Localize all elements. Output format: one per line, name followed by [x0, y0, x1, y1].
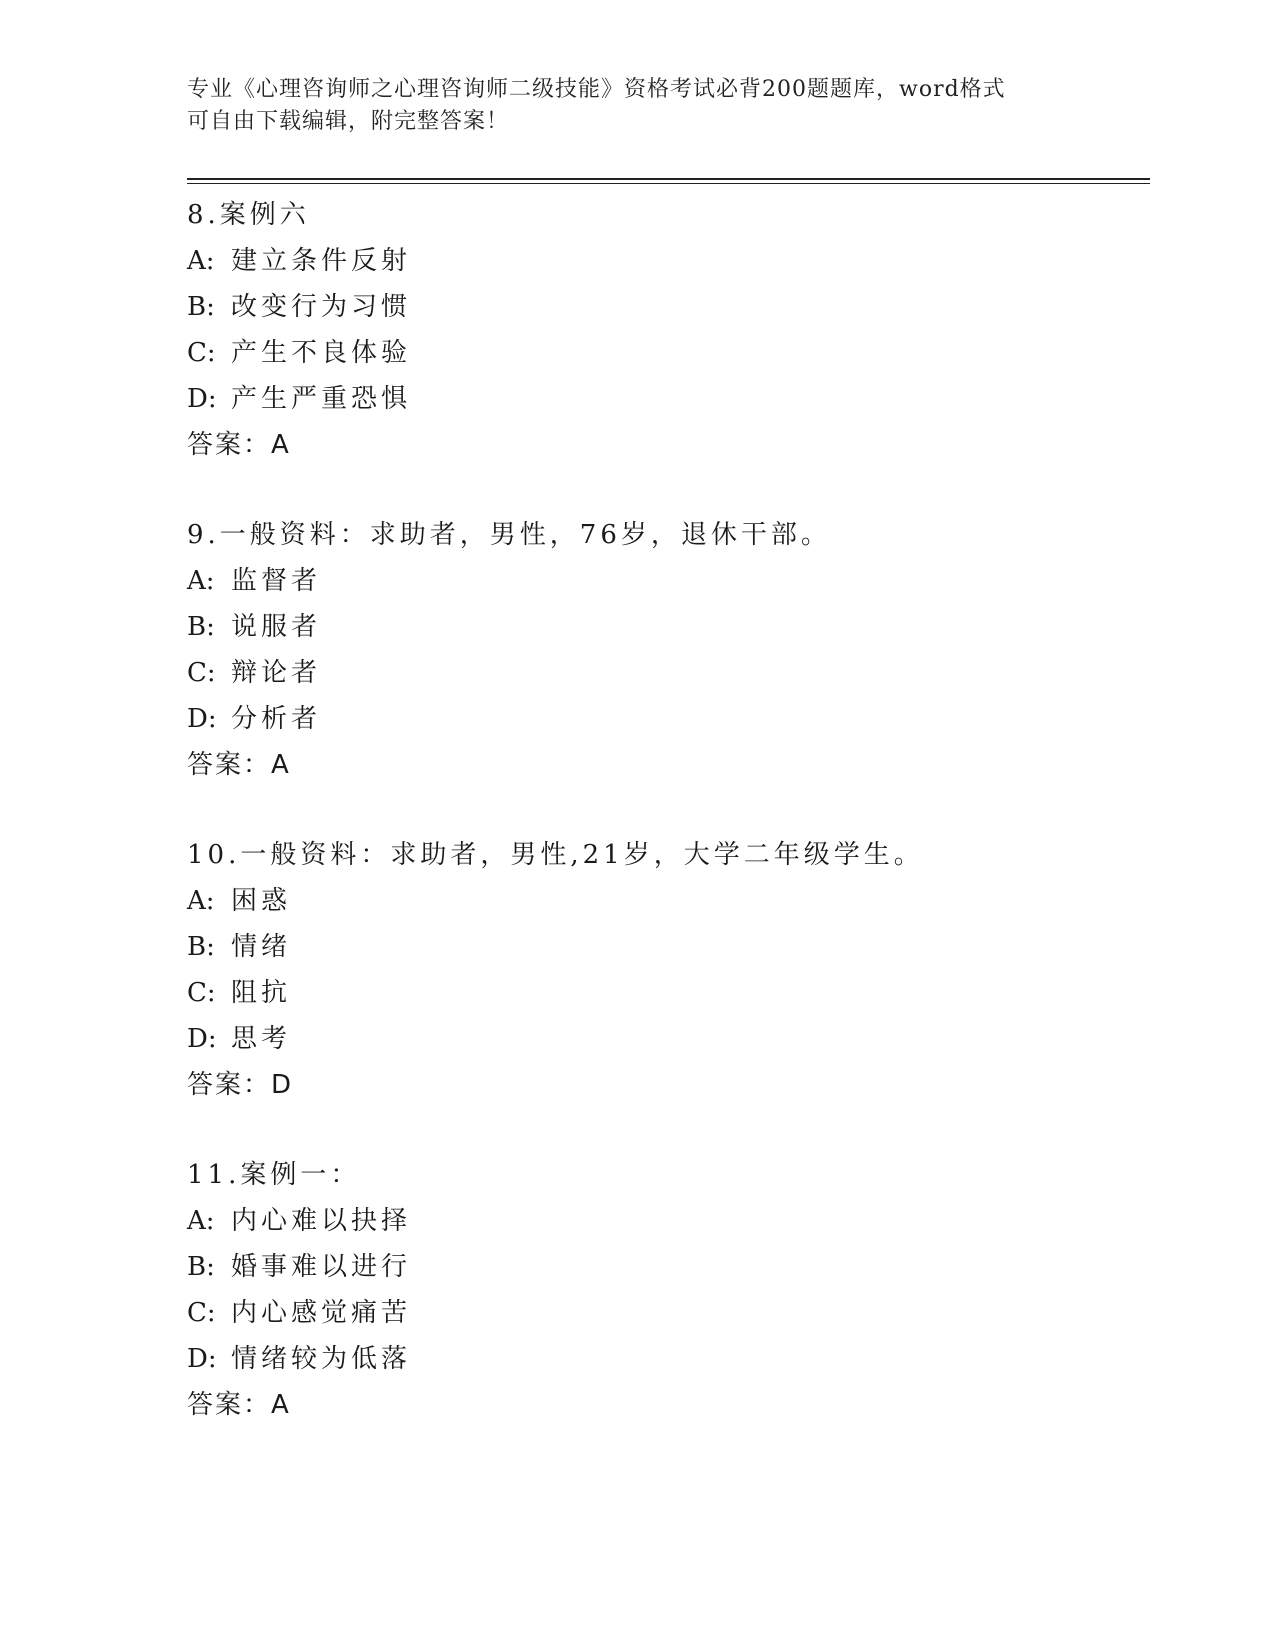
option-text: 思考	[231, 1024, 292, 1054]
header-divider-thin	[187, 183, 1150, 184]
option-text: 监督者	[231, 566, 322, 596]
option-a	[187, 878, 1147, 924]
option-key: C:	[187, 658, 216, 688]
option-key: A:	[187, 566, 215, 596]
option-a	[187, 238, 1147, 284]
header-line-2: 可自由下载编辑，附完整答案！	[187, 109, 510, 134]
question-stem: 10.一般资料：求助者，男性,21岁，大学二年级学生。	[187, 840, 924, 870]
option-key: A:	[187, 246, 215, 276]
option-text: 内心难以抉择	[231, 1206, 412, 1236]
option-text: 情绪	[231, 932, 292, 962]
option-d	[187, 1016, 1147, 1062]
option-text: 阻抗	[231, 978, 292, 1008]
option-text: 分析者	[231, 704, 322, 734]
answer-line: 答案：D	[187, 1070, 294, 1100]
option-key: D:	[187, 1344, 217, 1374]
question-block	[187, 192, 1147, 468]
option-a	[187, 1198, 1147, 1244]
option-key: D:	[187, 1024, 217, 1054]
option-b	[187, 924, 1147, 970]
question-list	[187, 192, 1147, 1472]
option-d	[187, 1336, 1147, 1382]
option-c	[187, 330, 1147, 376]
option-a	[187, 558, 1147, 604]
option-text: 说服者	[231, 612, 322, 642]
question-block	[187, 1152, 1147, 1428]
option-key: C:	[187, 1298, 216, 1328]
option-d	[187, 376, 1147, 422]
question-block	[187, 832, 1147, 1108]
option-text: 内心感觉痛苦	[231, 1298, 412, 1328]
header-line-1: 专业《心理咨询师之心理咨询师二级技能》资格考试必背200题题库，word格式	[187, 77, 1006, 102]
answer-line: 答案：A	[187, 1390, 291, 1420]
question-block	[187, 512, 1147, 788]
option-key: B:	[187, 292, 215, 322]
option-key: C:	[187, 978, 216, 1008]
option-b	[187, 1244, 1147, 1290]
option-key: C:	[187, 338, 216, 368]
document-header	[187, 74, 1067, 138]
answer-line: 答案：A	[187, 750, 291, 780]
question-stem: 9.一般资料：求助者，男性，76岁，退休干部。	[187, 520, 831, 550]
option-c	[187, 650, 1147, 696]
question-stem: 8.案例六	[187, 200, 310, 230]
option-key: B:	[187, 1252, 215, 1282]
option-key: A:	[187, 886, 215, 916]
option-text: 婚事难以进行	[231, 1252, 412, 1282]
option-key: B:	[187, 932, 215, 962]
option-key: A:	[187, 1206, 215, 1236]
option-text: 产生不良体验	[231, 338, 412, 368]
option-text: 改变行为习惯	[231, 292, 412, 322]
option-text: 情绪较为低落	[231, 1344, 412, 1374]
option-c	[187, 1290, 1147, 1336]
question-stem: 11.案例一：	[187, 1160, 361, 1190]
option-d	[187, 696, 1147, 742]
option-b	[187, 284, 1147, 330]
answer-line: 答案：A	[187, 430, 291, 460]
option-key: D:	[187, 384, 217, 414]
option-text: 困惑	[231, 886, 292, 916]
option-text: 产生严重恐惧	[231, 384, 412, 414]
option-b	[187, 604, 1147, 650]
option-key: D:	[187, 704, 217, 734]
option-text: 建立条件反射	[231, 246, 412, 276]
option-text: 辩论者	[231, 658, 322, 688]
option-c	[187, 970, 1147, 1016]
header-divider	[187, 178, 1150, 180]
option-key: B:	[187, 612, 215, 642]
